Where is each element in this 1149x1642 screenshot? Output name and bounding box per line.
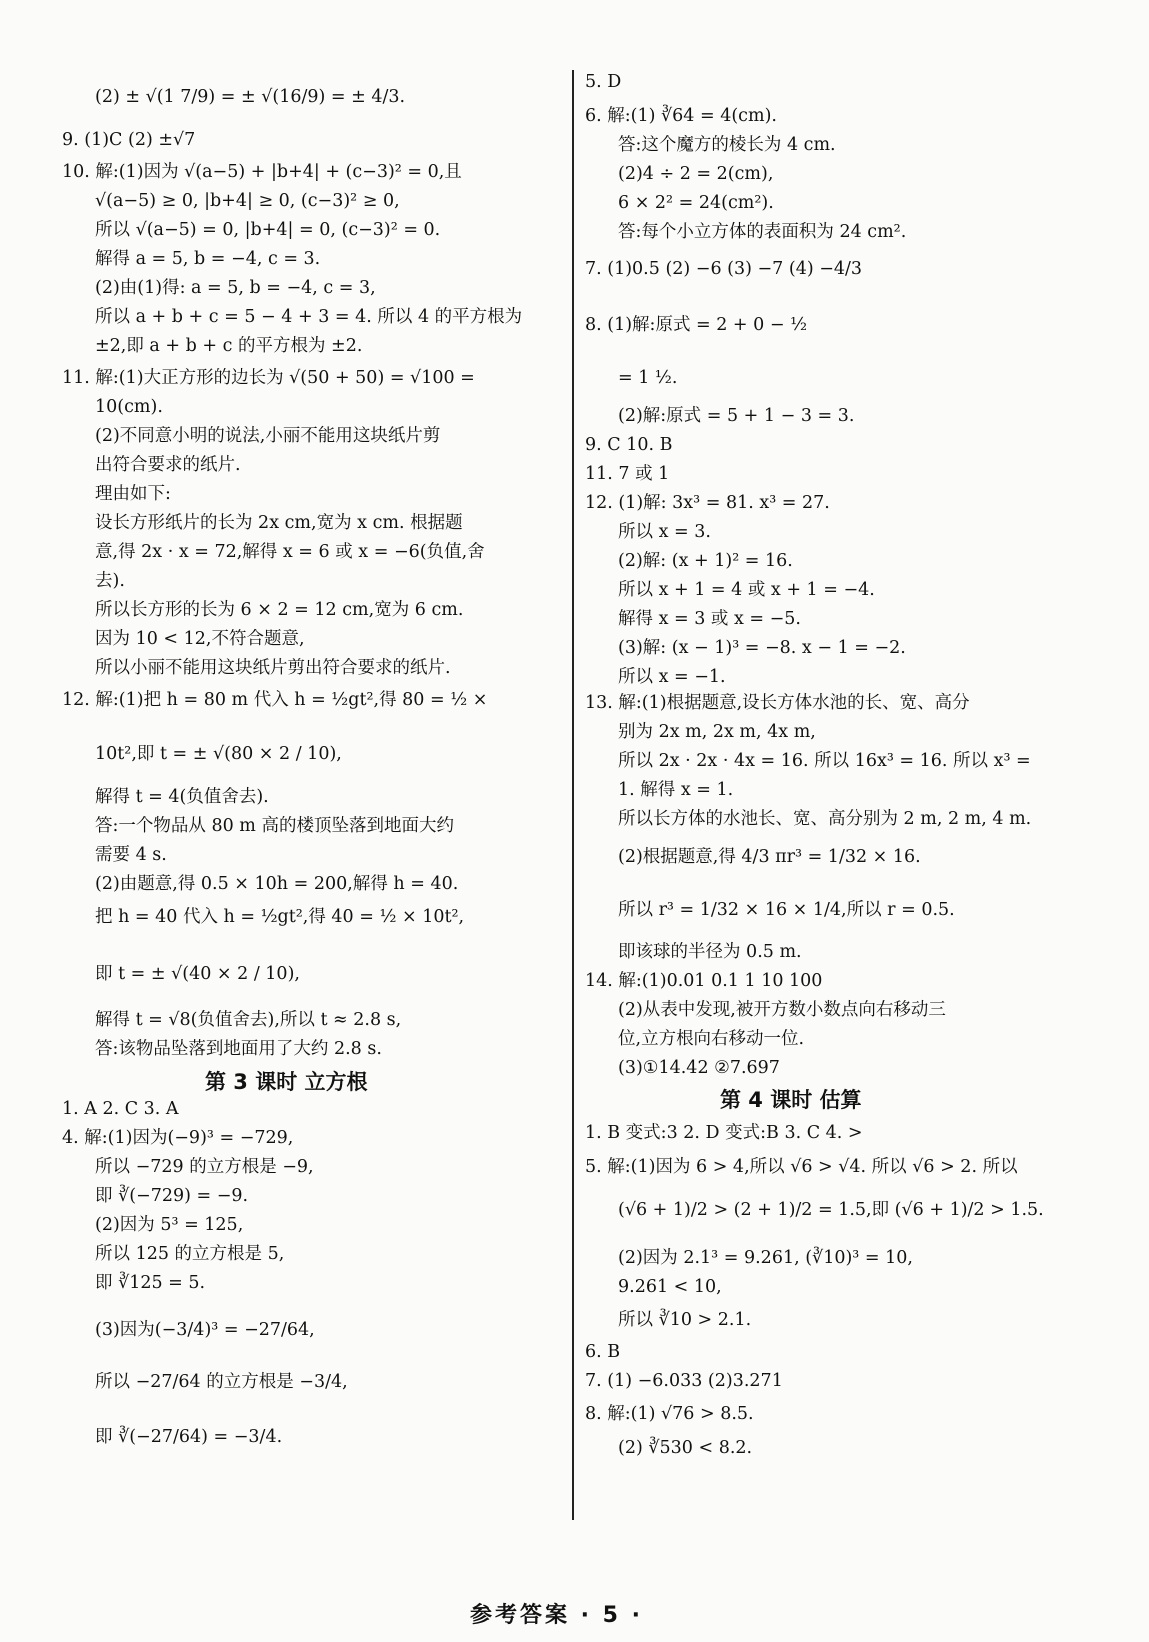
right-line-r28: 14. 解:(1)0.01 0.1 1 10 100 xyxy=(585,971,823,991)
left-line-l34: 即 ∛(−729) = −9. xyxy=(95,1186,249,1206)
left-line-l09: ±2,即 a + b + c 的平方根为 ±2. xyxy=(95,336,363,356)
left-line-l32: 4. 解:(1)因为(−9)³ = −729, xyxy=(62,1128,294,1148)
right-line-r27: 即该球的半径为 0.5 m. xyxy=(618,942,802,962)
right-line-r39: 7. (1) −6.033 (2)3.271 xyxy=(585,1371,783,1391)
right-line-r40: 8. 解:(1) √76 > 8.5. xyxy=(585,1404,754,1424)
left-line-l22: 10t²,即 t = ± √(80 × 2 / 10), xyxy=(95,744,342,764)
left-line-l30: 答:该物品坠落到地面用了大约 2.8 s. xyxy=(95,1039,382,1059)
right-line-r41: (2) ∛530 < 8.2. xyxy=(618,1438,753,1458)
left-line-l08: 所以 a + b + c = 5 − 4 + 3 = 4. 所以 4 的平方根为 xyxy=(95,307,523,327)
right-line-r37: 所以 ∛10 > 2.1. xyxy=(618,1310,752,1330)
left-line-l24: 答:一个物品从 80 m 高的楼顶坠落到地面大约 xyxy=(95,816,454,836)
lesson4-title: 第 4 课时 估算 xyxy=(720,1088,862,1112)
page-footer: 参考答案 · 5 · xyxy=(470,1603,644,1628)
left-line-l40: 即 ∛(−27/64) = −3/4. xyxy=(95,1427,283,1447)
right-line-r23: 1. 解得 x = 1. xyxy=(618,780,734,800)
column-divider xyxy=(572,70,574,1520)
right-line-r22: 所以 2x · 2x · 4x = 16. 所以 16x³ = 16. 所以 x³ = xyxy=(618,751,1031,771)
left-line-l03: 10. 解:(1)因为 √(a−5) + |b+4| + (c−3)² = 0,且 xyxy=(62,162,462,182)
right-line-r13: 12. (1)解: 3x³ = 81. x³ = 27. xyxy=(585,493,830,513)
left-line-l23: 解得 t = 4(负值舍去). xyxy=(95,787,269,807)
left-line-l21: 12. 解:(1)把 h = 80 m 代入 h = ½gt²,得 80 = ½ × xyxy=(62,690,488,710)
right-line-r11: 9. C 10. B xyxy=(585,435,673,455)
right-line-r36: 9.261 < 10, xyxy=(618,1277,722,1297)
right-line-r06: 答:每个小立方体的表面积为 24 cm². xyxy=(618,222,907,242)
right-line-r21: 别为 2x m, 2x m, 4x m, xyxy=(618,722,816,742)
right-line-r15: (2)解: (x + 1)² = 16. xyxy=(618,551,793,571)
right-line-r34: (√6 + 1)/2 > (2 + 1)/2 = 1.5,即 (√6 + 1)/2 > 1.5. xyxy=(618,1200,1044,1220)
left-line-l27: 把 h = 40 代入 h = ½gt²,得 40 = ½ × 10t², xyxy=(95,907,465,927)
left-line-l11: 10(cm). xyxy=(95,397,163,417)
right-line-r32: 1. B 变式:3 2. D 变式:B 3. C 4. > xyxy=(585,1123,863,1143)
right-line-r33: 5. 解:(1)因为 6 > 4,所以 √6 > √4. 所以 √6 > 2. 所以 xyxy=(585,1157,1018,1177)
left-line-l29: 解得 t = √8(负值舍去),所以 t ≈ 2.8 s, xyxy=(95,1010,402,1030)
left-line-l39: 所以 −27/64 的立方根是 −3/4, xyxy=(95,1372,348,1392)
left-line-l35: (2)因为 5³ = 125, xyxy=(95,1215,244,1235)
right-line-r03: 答:这个魔方的棱长为 4 cm. xyxy=(618,135,836,155)
left-line-l07: (2)由(1)得: a = 5, b = −4, c = 3, xyxy=(95,278,376,298)
left-line-l31: 1. A 2. C 3. A xyxy=(62,1099,179,1119)
right-line-r26: 所以 r³ = 1/32 × 16 × 1/4,所以 r = 0.5. xyxy=(618,900,955,920)
right-line-r12: 11. 7 或 1 xyxy=(585,464,670,484)
left-line-l15: 设长方形纸片的长为 2x cm,宽为 x cm. 根据题 xyxy=(95,513,463,533)
right-line-r17: 解得 x = 3 或 x = −5. xyxy=(618,609,801,629)
right-line-r16: 所以 x + 1 = 4 或 x + 1 = −4. xyxy=(618,580,875,600)
right-line-r18: (3)解: (x − 1)³ = −8. x − 1 = −2. xyxy=(618,638,906,658)
right-line-r09: = 1 ½. xyxy=(618,368,678,388)
right-line-r29: (2)从表中发现,被开方数小数点向右移动三 xyxy=(618,1000,946,1020)
right-line-r05: 6 × 2² = 24(cm²). xyxy=(618,193,774,213)
right-line-r10: (2)解:原式 = 5 + 1 − 3 = 3. xyxy=(618,406,855,426)
right-line-r19: 所以 x = −1. xyxy=(618,667,726,687)
left-line-l37: 即 ∛125 = 5. xyxy=(95,1273,206,1293)
lesson3-title: 第 3 课时 立方根 xyxy=(205,1070,368,1094)
right-line-r30: 位,立方根向右移动一位. xyxy=(618,1029,805,1049)
left-line-l19: 因为 10 < 12,不符合题意, xyxy=(95,629,305,649)
left-line-l20: 所以小丽不能用这块纸片剪出符合要求的纸片. xyxy=(95,658,451,678)
left-line-l14: 理由如下: xyxy=(95,484,171,504)
left-line-l25: 需要 4 s. xyxy=(95,845,167,865)
right-line-r25: (2)根据题意,得 4/3 πr³ = 1/32 × 16. xyxy=(618,847,921,867)
left-line-l18: 所以长方形的长为 6 × 2 = 12 cm,宽为 6 cm. xyxy=(95,600,464,620)
left-line-l04: √(a−5) ≥ 0, |b+4| ≥ 0, (c−3)² ≥ 0, xyxy=(95,191,400,211)
left-line-l16: 意,得 2x · x = 72,解得 x = 6 或 x = −6(负值,舍 xyxy=(95,542,485,562)
right-line-r04: (2)4 ÷ 2 = 2(cm), xyxy=(618,164,774,184)
left-line-l01: (2) ± √(1 7/9) = ± √(16/9) = ± 4/3. xyxy=(95,87,406,107)
right-line-r02: 6. 解:(1) ∛64 = 4(cm). xyxy=(585,106,777,126)
left-line-l38: (3)因为(−3/4)³ = −27/64, xyxy=(95,1320,315,1340)
right-line-r20: 13. 解:(1)根据题意,设长方体水池的长、宽、高分 xyxy=(585,693,970,713)
left-line-l26: (2)由题意,得 0.5 × 10h = 200,解得 h = 40. xyxy=(95,874,459,894)
right-line-r07: 7. (1)0.5 (2) −6 (3) −7 (4) −4/3 xyxy=(585,259,863,279)
left-line-l06: 解得 a = 5, b = −4, c = 3. xyxy=(95,249,321,269)
left-line-l28: 即 t = ± √(40 × 2 / 10), xyxy=(95,964,300,984)
left-line-l02: 9. (1)C (2) ±√7 xyxy=(62,130,196,150)
left-line-l12: (2)不同意小明的说法,小丽不能用这块纸片剪 xyxy=(95,426,441,446)
right-line-r24: 所以长方体的水池长、宽、高分别为 2 m, 2 m, 4 m. xyxy=(618,809,1032,829)
left-line-l17: 去). xyxy=(95,571,125,591)
right-line-r14: 所以 x = 3. xyxy=(618,522,711,542)
left-line-l10: 11. 解:(1)大正方形的边长为 √(50 + 50) = √100 = xyxy=(62,368,475,388)
right-line-r01: 5. D xyxy=(585,72,622,92)
left-line-l13: 出符合要求的纸片. xyxy=(95,455,241,475)
right-line-r08: 8. (1)解:原式 = 2 + 0 − ½ xyxy=(585,315,808,335)
right-line-r35: (2)因为 2.1³ = 9.261, (∛10)³ = 10, xyxy=(618,1248,913,1268)
left-line-l05: 所以 √(a−5) = 0, |b+4| = 0, (c−3)² = 0. xyxy=(95,220,441,240)
left-line-l33: 所以 −729 的立方根是 −9, xyxy=(95,1157,314,1177)
right-line-r38: 6. B xyxy=(585,1342,621,1362)
right-line-r31: (3)①14.42 ②7.697 xyxy=(618,1058,780,1078)
left-line-l36: 所以 125 的立方根是 5, xyxy=(95,1244,285,1264)
